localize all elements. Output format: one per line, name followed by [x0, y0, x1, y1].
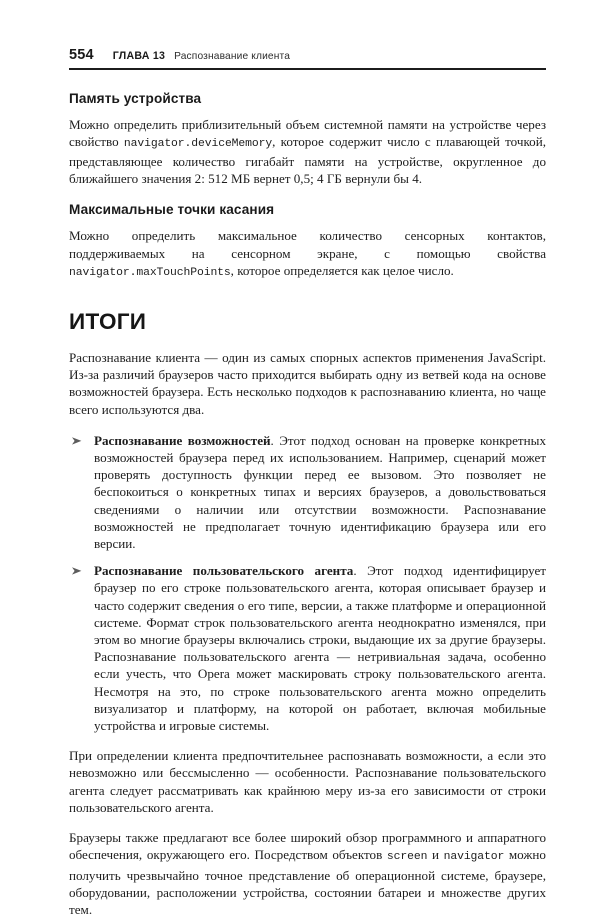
paragraph-text-run: и — [427, 847, 444, 863]
bullet-text: . Этот подход основан на проверке конкретных возможностей браузера перед их использованием. Например, сценарий может проверять доступность функции перед ее вызовом. Это позволяет не беспокоиться о конкретных типах и версиях браузеров, а довольствоваться сведениями о наличии или отсутствии возможности. Распознавание возможностей не предполагает точную идентификацию браузера или его версии. — [94, 432, 546, 552]
page-number: 554 — [69, 47, 94, 63]
page-content-column — [69, 0, 546, 918]
summary-bullet-list — [69, 432, 546, 734]
bullet-paragraph — [94, 562, 546, 734]
chapter-label: ГЛАВА 13 — [112, 50, 166, 62]
paragraph-text-run: Можно определить приблизительный объем системной памяти на устройстве через свойство — [69, 116, 546, 149]
paragraph-text-run: Можно определить максимальное количество сенсорных контактов, поддерживаемых на сенсорном экране, с помощью свойства — [69, 228, 546, 261]
section-heading-device-memory: Память устройства — [69, 90, 202, 106]
inline-code-navigator: navigator — [443, 851, 505, 864]
bullet-paragraph — [94, 432, 546, 552]
running-header — [69, 0, 546, 63]
paragraph-summary-final — [69, 829, 546, 918]
paragraph-max-touch-points — [69, 227, 546, 282]
arrow-bullet-icon — [71, 565, 84, 577]
paragraph-summary-intro: Распознавание клиента — один из самых спорных аспектов применения JavaScript. Из-за различий браузеров часто приходится выбирать одну из ветвей кода на основе возможностей браузера. Есть несколько подходов к распознаванию клиента, но чаще всего используются два. — [69, 350, 546, 417]
paragraph-text-run: Браузеры также предлагают все более широкий обзор программного и аппаратного обеспечения, окружающего его. Посредством объектов — [69, 830, 546, 863]
section-heading-summary: ИТОГИ — [69, 309, 147, 335]
bullet-lead-label: Распознавание пользовательского агента — [94, 563, 354, 579]
section-heading-max-touch-points: Максимальные точки касания — [69, 202, 275, 218]
list-item — [69, 562, 546, 734]
inline-code-navigator-devicememory: navigator.deviceMemory — [123, 137, 273, 150]
bullet-lead-label: Распознавание возможностей — [94, 432, 271, 448]
inline-code-screen: screen — [386, 851, 428, 864]
chapter-title: Распознавание клиента — [174, 51, 291, 62]
paragraph-text-run: можно получить чрезвычайно точное представление об операционной системе, браузере, оборудовании, расположении устройства, состоянии батареи и множестве других тем. — [69, 847, 546, 917]
arrow-bullet-icon — [71, 435, 84, 447]
paragraph-summary-closing: При определении клиента предпочтительнее распознавать возможности, а если это невозможно или бессмысленно — особенности. Распознавание пользовательского агента следует рассматривать как крайнюю меру из-за его зависимости от строки пользовательского агента. — [69, 748, 546, 815]
list-item — [69, 432, 546, 552]
paragraph-device-memory — [69, 116, 546, 188]
paragraph-text-run: , которое содержит число с плавающей точкой, представляющее количество гигабайт памяти на устройстве, округленное до ближайшего значения 2: 512 МБ вернет 0,5; 4 ГБ вернули бы 4. — [69, 133, 546, 187]
bullet-text: . Этот подход идентифицирует браузер по его строке пользовательского агента, которая описывает браузер и часто содержит сведения о его типе, версии, а также платформе и операционной системе. Формат строк пользовательского агента неоднократно изменялся, при этом во многие браузеры включались строки, выдающие их за другие браузеры. Распознавание пользовательского агента — нетривиальная задача, особенно если учесть, что Opera может маскировать строку пользовательского агента. Несмотря на это, по строке пользовательского агента можно определить визуализатор и платформу, на которой он работает, включая мобильные устройства и игровые системы. — [94, 563, 547, 734]
paragraph-text-run: , которое определяется как целое число. — [230, 262, 454, 278]
inline-code-navigator-maxtouchpoints: navigator.maxTouchPoints — [69, 266, 231, 279]
